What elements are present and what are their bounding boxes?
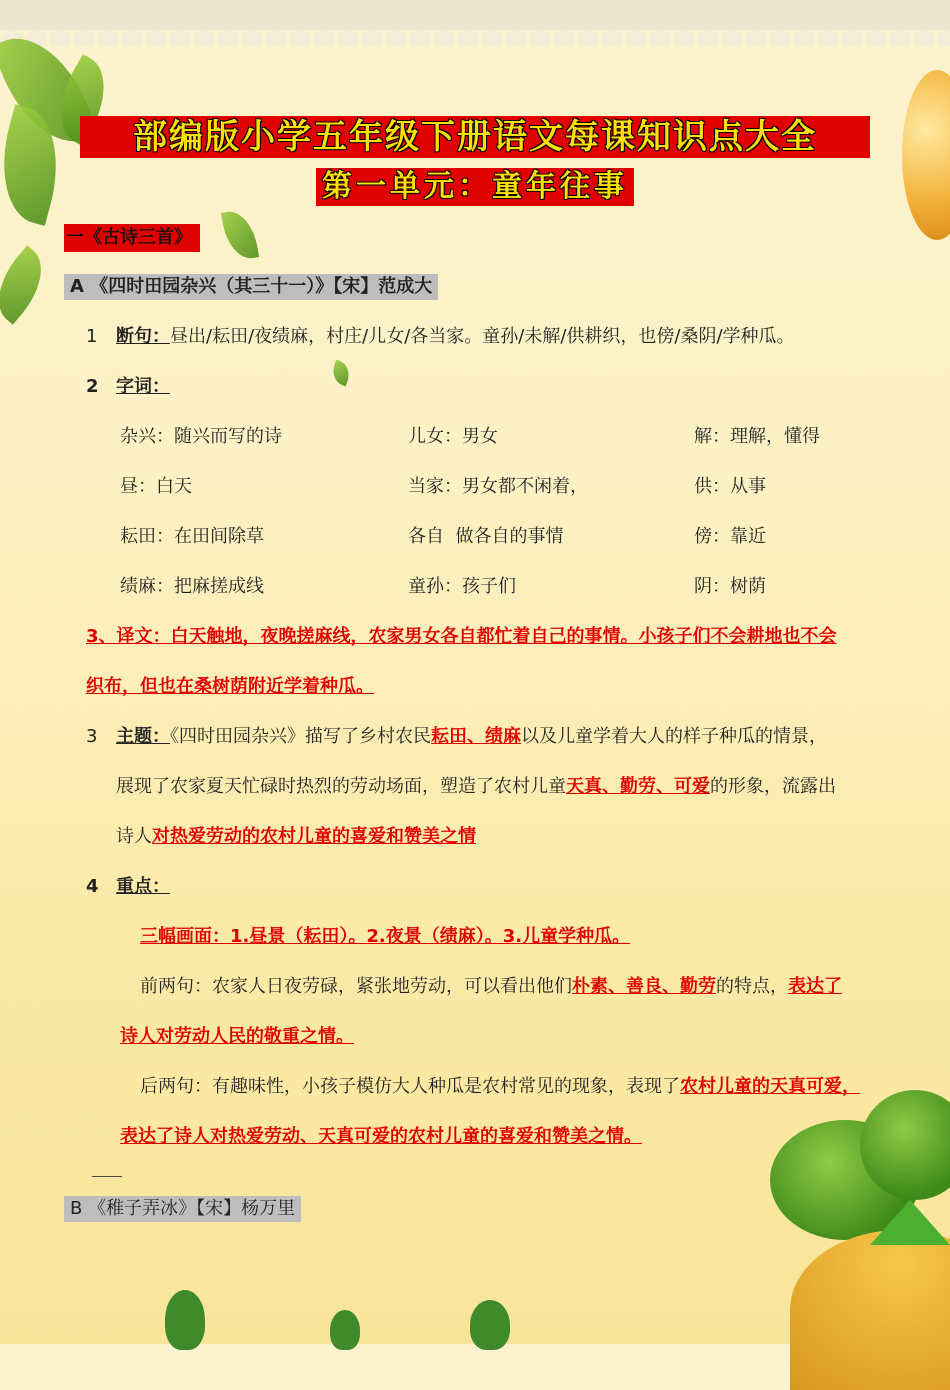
key-point xyxy=(140,1074,860,1100)
leaf-decoration xyxy=(0,245,58,324)
key-highlight: 朴素、善良、勤劳 xyxy=(572,976,716,997)
lace-border xyxy=(0,0,950,46)
words-label xyxy=(116,374,170,400)
key-text: 前两句：农家人日夜劳碌，紧张地劳动，可以看出他们 xyxy=(140,976,572,997)
translation-line: 3、译文：白天触地，夜晚搓麻线，农家男女各自都忙着自己的事情。小孩子们不会耕地也不会 xyxy=(86,626,837,647)
theme-highlight: 天真、勤劳、可爱 xyxy=(566,776,710,797)
theme-text: 展现了农家夏天忙碌时热烈的劳动场面，塑造了农村儿童 xyxy=(116,776,566,797)
word-item: 童孙：孩子们 xyxy=(408,576,516,597)
tree-decoration xyxy=(165,1290,205,1350)
key-highlight: 表达了 xyxy=(788,976,842,997)
label: 重点： xyxy=(116,876,170,897)
word-item: 昼：白天 xyxy=(120,476,192,497)
word-item: 耘田：在田间除草 xyxy=(120,526,264,547)
balloon-decoration xyxy=(902,70,950,240)
word-item: 儿女：男女 xyxy=(408,426,498,447)
key-point xyxy=(140,974,842,1000)
word-item: 供：从事 xyxy=(694,476,766,497)
poem-b-heading: B 《稚子弄冰》【宋】杨万里 xyxy=(64,1196,301,1222)
word-item: 各自 做各自的事情 xyxy=(408,526,564,547)
divider xyxy=(92,1176,122,1177)
word-item: 傍：靠近 xyxy=(694,526,766,547)
punctuation-line xyxy=(116,324,795,350)
key-point: 表达了诗人对热爱劳动、天真可爱的农村儿童的喜爱和赞美之情。 xyxy=(120,1126,642,1147)
key-label xyxy=(116,874,170,900)
translation-line: 织布，但也在桑树荫附近学着种瓜。 xyxy=(86,676,374,697)
item-number: 4 xyxy=(86,876,99,897)
word-item: 当家：男女都不闲着， xyxy=(408,476,588,497)
section-heading: 一《古诗三首》 xyxy=(64,224,200,252)
tree-decoration xyxy=(470,1300,510,1350)
leaf-decoration xyxy=(329,360,353,387)
theme-highlight: 耘田、绩麻 xyxy=(431,726,521,747)
document-title: 部编版小学五年级下册语文每课知识点大全 xyxy=(80,116,870,158)
unit-title: 第一单元：童年往事 xyxy=(316,168,634,206)
item-number: 2 xyxy=(86,376,99,397)
theme-text: 《四时田园杂兴》描写了乡村农民 xyxy=(170,726,431,747)
key-point: 诗人对劳动人民的敬重之情。 xyxy=(120,1026,354,1047)
key-text: 后两句：有趣味性，小孩子模仿大人种瓜是农村常见的现象，表现了 xyxy=(140,1076,680,1097)
theme-line xyxy=(116,774,836,800)
hill-decoration xyxy=(790,1230,950,1390)
key-text: 的特点， xyxy=(716,976,788,997)
leaf-decoration xyxy=(221,208,259,262)
theme-text: 的形象，流露出 xyxy=(710,776,836,797)
theme-line xyxy=(116,824,476,850)
label: 主题： xyxy=(116,726,170,747)
key-highlight: 农村儿童的天真可爱， xyxy=(680,1076,860,1097)
word-item: 解：理解，懂得 xyxy=(694,426,820,447)
theme-line xyxy=(116,724,827,750)
key-point: 三幅画面：1.昼景（耘田）。2.夜景（绩麻）。3.儿童学种瓜。 xyxy=(140,926,631,947)
house-decoration xyxy=(870,1200,950,1245)
theme-text: 以及儿童学着大人的样子种瓜的情景， xyxy=(521,726,827,747)
theme-text: 诗人 xyxy=(116,826,152,847)
item-number: 3 xyxy=(86,726,98,747)
label: 断句： xyxy=(116,326,170,347)
punctuation-text: 昼出/耘田/夜绩麻，村庄/儿女/各当家。童孙/未解/供耕织，也傍/桑阴/学种瓜。 xyxy=(170,326,795,347)
item-number: 1 xyxy=(86,326,98,347)
word-item: 绩麻：把麻搓成线 xyxy=(120,576,264,597)
theme-highlight: 对热爱劳动的农村儿童的喜爱和赞美之情 xyxy=(152,826,476,847)
tree-decoration xyxy=(330,1310,360,1350)
poem-a-heading: A 《四时田园杂兴（其三十一）》【宋】范成大 xyxy=(64,274,438,300)
word-item: 阴：树荫 xyxy=(694,576,766,597)
label: 字词： xyxy=(116,376,170,397)
word-item: 杂兴：随兴而写的诗 xyxy=(120,426,282,447)
